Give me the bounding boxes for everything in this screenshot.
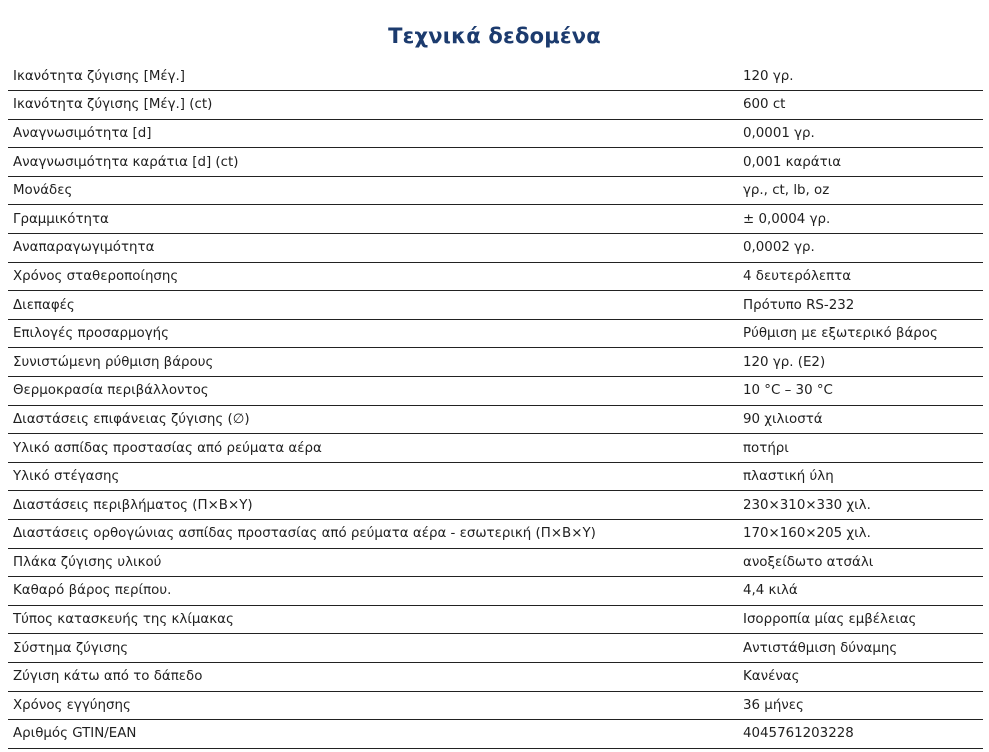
spec-label: Ικανότητα ζύγισης [Μέγ.] (8, 62, 736, 91)
table-row (8, 119, 983, 148)
table-row (8, 662, 983, 691)
spec-value: ± 0,0004 γρ. (736, 205, 983, 234)
spec-label: Διαστάσεις ορθογώνιας ασπίδας προστασίας από ρεύματα αέρα - εσωτερική (Π×Β×Υ) (8, 520, 736, 549)
spec-label: Διαστάσεις επιφάνειας ζύγισης (∅) (8, 405, 736, 434)
table-row (8, 434, 983, 463)
spec-value: 600 ct (736, 91, 983, 120)
spec-value: Ισορροπία μίας εμβέλειας (736, 605, 983, 634)
spec-value: ποτήρι (736, 434, 983, 463)
spec-value: 4 δευτερόλεπτα (736, 262, 983, 291)
table-row (8, 548, 983, 577)
table-row (8, 377, 983, 406)
spec-label: Διεπαφές (8, 291, 736, 320)
spec-value: 90 χιλιοστά (736, 405, 983, 434)
table-row (8, 148, 983, 177)
spec-label: Υλικό στέγασης (8, 462, 736, 491)
spec-value: 120 γρ. (736, 62, 983, 91)
page-title: Τεχνικά δεδομένα (388, 24, 601, 49)
table-row (8, 605, 983, 634)
spec-label: Αναγνωσιμότητα καράτια [d] (ct) (8, 148, 736, 177)
table-row (8, 262, 983, 291)
spec-value: πλαστική ύλη (736, 462, 983, 491)
spec-value: 0,0001 γρ. (736, 119, 983, 148)
spec-label: Υλικό ασπίδας προστασίας από ρεύματα αέρα (8, 434, 736, 463)
spec-value: Πρότυπο RS-232 (736, 291, 983, 320)
spec-value: 120 γρ. (E2) (736, 348, 983, 377)
spec-value: Κανένας (736, 662, 983, 691)
spec-value: 0,0002 γρ. (736, 234, 983, 263)
spec-label: Αριθμός GTIN/EAN (8, 720, 736, 749)
table-row (8, 462, 983, 491)
table-row (8, 491, 983, 520)
table-row (8, 62, 983, 91)
spec-label: Μονάδες (8, 176, 736, 205)
spec-label: Αναπαραγωγιμότητα (8, 234, 736, 263)
spec-value: ανοξείδωτο ατσάλι (736, 548, 983, 577)
table-row (8, 634, 983, 663)
spec-label: Θερμοκρασία περιβάλλοντος (8, 377, 736, 406)
spec-label: Διαστάσεις περιβλήματος (Π×Β×Υ) (8, 491, 736, 520)
spec-label: Συνιστώμενη ρύθμιση βάρους (8, 348, 736, 377)
spec-label: Επιλογές προσαρμογής (8, 319, 736, 348)
spec-label: Αναγνωσιμότητα [d] (8, 119, 736, 148)
spec-label: Χρόνος εγγύησης (8, 691, 736, 720)
table-row (8, 205, 983, 234)
spec-label: Ικανότητα ζύγισης [Μέγ.] (ct) (8, 91, 736, 120)
spec-value: 0,001 καράτια (736, 148, 983, 177)
table-row (8, 720, 983, 749)
spec-value: 4,4 κιλά (736, 577, 983, 606)
spec-label: Ζύγιση κάτω από το δάπεδο (8, 662, 736, 691)
specs-table (8, 62, 983, 749)
spec-label: Χρόνος σταθεροποίησης (8, 262, 736, 291)
table-row (8, 348, 983, 377)
table-row (8, 91, 983, 120)
table-row (8, 319, 983, 348)
table-row (8, 291, 983, 320)
specs-table-body (8, 62, 983, 748)
spec-label: Γραμμικότητα (8, 205, 736, 234)
spec-value: Ρύθμιση με εξωτερικό βάρος (736, 319, 983, 348)
table-row (8, 234, 983, 263)
table-row (8, 176, 983, 205)
spec-value: 10 °C – 30 °C (736, 377, 983, 406)
spec-value: Αντιστάθμιση δύναμης (736, 634, 983, 663)
table-row (8, 577, 983, 606)
spec-label: Πλάκα ζύγισης υλικού (8, 548, 736, 577)
spec-value: 170×160×205 χιλ. (736, 520, 983, 549)
spec-value: 230×310×330 χιλ. (736, 491, 983, 520)
spec-value: 4045761203228 (736, 720, 983, 749)
spec-label: Τύπος κατασκευής της κλίμακας (8, 605, 736, 634)
table-row (8, 691, 983, 720)
table-row (8, 405, 983, 434)
spec-value: γρ., ct, lb, oz (736, 176, 983, 205)
spec-label: Σύστημα ζύγισης (8, 634, 736, 663)
spec-value: 36 μήνες (736, 691, 983, 720)
spec-label: Καθαρό βάρος περίπου. (8, 577, 736, 606)
table-row (8, 520, 983, 549)
